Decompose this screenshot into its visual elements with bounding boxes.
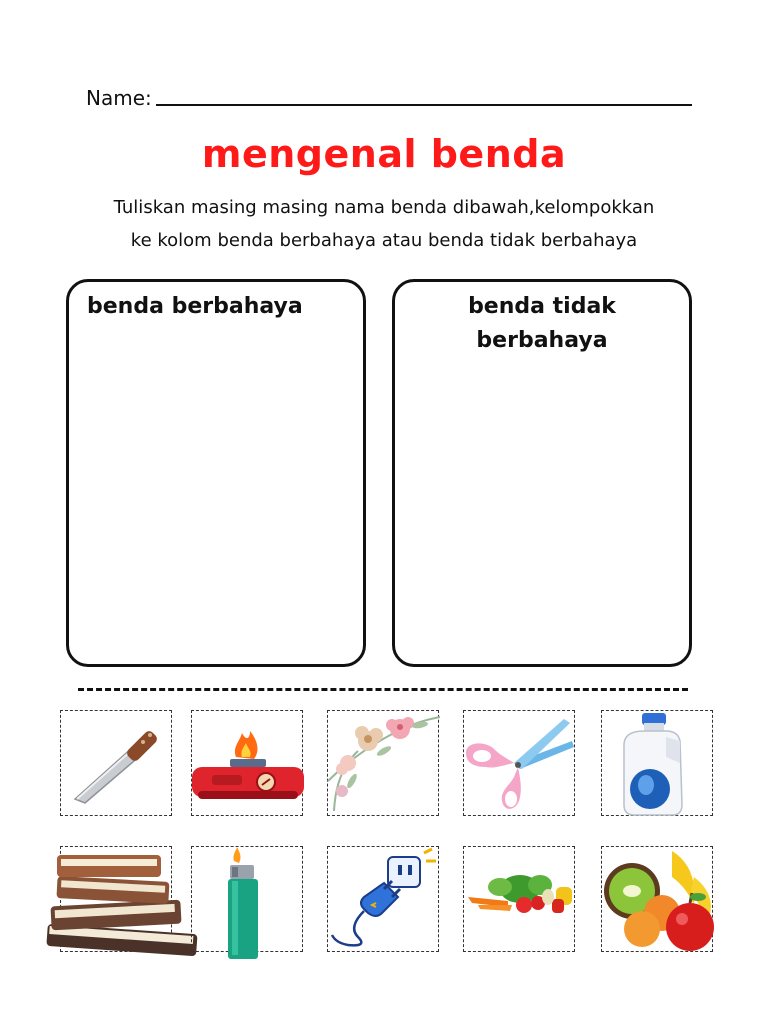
gas-stove-icon	[192, 711, 304, 817]
page-title: mengenal benda	[201, 132, 567, 176]
name-row	[86, 86, 692, 114]
lighter-icon	[192, 847, 304, 953]
card-bleach-bottle[interactable]	[601, 710, 713, 816]
vegetables-icon	[464, 847, 576, 953]
instruction-line-2: ke kolom benda berbahaya atau benda tidak berbahaya	[130, 230, 638, 251]
electric-plug-icon	[328, 847, 440, 953]
knife-icon	[61, 711, 173, 817]
card-electric-plug[interactable]	[327, 846, 439, 952]
card-flowers[interactable]	[327, 710, 439, 816]
name-write-line[interactable]	[156, 104, 692, 106]
card-vegetables[interactable]	[463, 846, 575, 952]
fruits-icon	[602, 847, 714, 953]
dangerous-column[interactable]	[66, 279, 366, 667]
bleach-bottle-icon	[602, 711, 714, 817]
dangerous-column-title: benda berbahaya	[87, 294, 303, 319]
books-icon	[61, 847, 173, 953]
card-fruits[interactable]	[601, 846, 713, 952]
card-books[interactable]	[60, 846, 172, 952]
card-scissors[interactable]	[463, 710, 575, 816]
name-label: Name:	[86, 86, 152, 110]
safe-column[interactable]	[392, 279, 692, 667]
scissors-icon	[464, 711, 576, 817]
instruction-line-1: Tuliskan masing masing nama benda dibawah,kelompokkan	[113, 197, 655, 218]
flowers-icon	[328, 711, 440, 817]
safe-column-title: benda tidak berbahaya	[468, 294, 616, 353]
cut-line	[78, 688, 688, 691]
card-lighter[interactable]	[191, 846, 303, 952]
card-knife[interactable]	[60, 710, 172, 816]
card-gas-stove[interactable]	[191, 710, 303, 816]
